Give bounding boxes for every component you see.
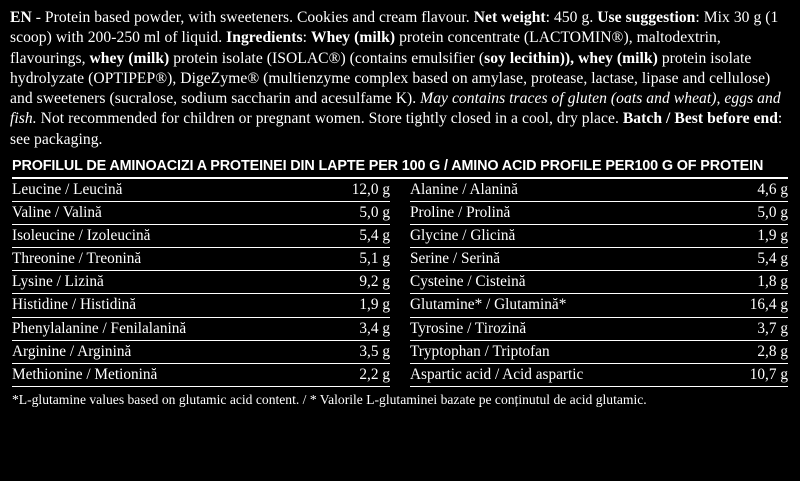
description-segment: Net weight [473, 9, 546, 26]
amino-acid-name: Histidine / Histidină [12, 296, 137, 314]
description-segment: protein isolate (ISOLAC®) (contains emulsifier ( [169, 49, 485, 67]
description-segment: : Mix 30 g (1 scoop) with 200-250 ml of liquid. [10, 9, 779, 47]
product-description [10, 8, 790, 150]
description-segment: protein isolate hydrolyzate (OPTIPEP®), DigeZyme® (multienzyme complex based on amylase, protease, lactase, lipase and cellulose) and sweeteners (sucralose, sodium saccharin and acesulfame K). [10, 49, 771, 108]
amino-acid-value: 10,7 g [749, 365, 788, 383]
amino-acid-value: 12,0 g [351, 180, 390, 198]
amino-acid-value: 3,4 g [359, 319, 390, 337]
amino-acid-name: Methionine / Metionină [12, 365, 158, 383]
description-segment: Whey (milk) [310, 29, 396, 47]
description-segment: May contains traces of gluten (oats and wheat), eggs and fish. [10, 90, 781, 128]
amino-acid-row [410, 341, 788, 364]
amino-acid-row [410, 318, 788, 341]
amino-acid-column-right [400, 179, 788, 387]
description-segment: . [589, 9, 598, 26]
amino-acid-name: Valine / Valină [12, 203, 102, 221]
amino-acid-row [410, 248, 788, 271]
amino-acid-name: Alanine / Alanină [410, 180, 518, 198]
description-segment: : 450 g [545, 9, 590, 26]
amino-acid-row [410, 294, 788, 317]
amino-acid-value: 16,4 g [749, 296, 788, 314]
amino-acid-row [12, 248, 390, 271]
amino-acid-value: 1,9 g [757, 227, 788, 245]
amino-acid-name: Isoleucine / Izoleucină [12, 227, 151, 245]
amino-acid-value: 5,0 g [359, 203, 390, 221]
description-segment: Ingredients [226, 29, 303, 47]
amino-acid-name: Leucine / Leucină [12, 180, 123, 198]
amino-acid-row [12, 294, 390, 317]
amino-acid-name: Cysteine / Cisteină [410, 273, 526, 291]
amino-acid-name: Lysine / Lizină [12, 273, 104, 291]
amino-acid-name: Tryptophan / Triptofan [410, 342, 550, 360]
amino-acid-value: 3,5 g [359, 342, 390, 360]
amino-acid-name: Glycine / Glicină [410, 227, 516, 245]
amino-acid-name: Arginine / Arginină [12, 342, 132, 360]
description-segment: soy lecithin)), whey (milk) [484, 49, 658, 67]
amino-acid-row [410, 364, 788, 387]
amino-acid-row [12, 271, 390, 294]
description-segment: whey (milk) [89, 49, 170, 67]
amino-acid-name: Phenylalanine / Fenilalanină [12, 319, 187, 337]
amino-acid-name: Threonine / Treonină [12, 250, 142, 268]
amino-acid-name: Proline / Prolină [410, 203, 511, 221]
amino-acid-value: 5,4 g [757, 250, 788, 268]
amino-acid-row [12, 318, 390, 341]
amino-acid-column-left [12, 179, 400, 387]
amino-acid-value: 2,2 g [359, 365, 390, 383]
description-segment: - Protein based powder, with sweeteners. Cookies and cream flavour. [31, 9, 474, 26]
description-segment: Use suggestion [597, 9, 696, 26]
amino-acid-row [410, 202, 788, 225]
amino-acid-row [410, 225, 788, 248]
description-segment: : see packaging. [10, 110, 783, 148]
amino-acid-profile-title: PROFILUL DE AMINOACIZI A PROTEINEI DIN LAPTE PER 100 G / AMINO ACID PROFILE PER100 G OF PROTEIN [12, 157, 764, 174]
amino-acid-value: 1,9 g [359, 296, 390, 314]
amino-acid-value: 2,8 g [757, 342, 788, 360]
description-segment: Batch / Best before end [622, 110, 778, 128]
amino-acid-value: 5,1 g [359, 250, 390, 268]
amino-acid-name: Tyrosine / Tirozină [410, 319, 527, 337]
amino-acid-value: 3,7 g [757, 319, 788, 337]
amino-acid-table [12, 179, 788, 387]
amino-acid-name: Serine / Serină [410, 250, 501, 268]
amino-acid-value: 5,4 g [359, 227, 390, 245]
description-segment: : [302, 29, 311, 47]
amino-acid-row [12, 364, 390, 387]
amino-acid-value: 5,0 g [757, 203, 788, 221]
amino-acid-row [410, 179, 788, 202]
description-segment: protein concentrate (LACTOMIN®), maltodextrin, flavourings, [10, 29, 721, 67]
amino-acid-row [12, 179, 390, 202]
amino-acid-value: 4,6 g [757, 180, 788, 198]
amino-acid-row [12, 202, 390, 225]
amino-acid-name: Aspartic acid / Acid aspartic [410, 365, 584, 383]
amino-acid-row [12, 225, 390, 248]
amino-acid-row [12, 341, 390, 364]
description-segment: Not recommended for children or pregnant women. Store tightly closed in a cool, dry place. [36, 110, 623, 128]
glutamine-footnote: *L-glutamine values based on glutamic acid content. / * Valorile L-glutaminei bazate pe conținutul de acid glutamic. [12, 391, 647, 407]
amino-acid-row [410, 271, 788, 294]
amino-acid-value: 1,8 g [757, 273, 788, 291]
amino-acid-name: Glutamine* / Glutamină* [410, 296, 567, 314]
amino-acid-value: 9,2 g [359, 273, 390, 291]
description-segment: EN [10, 9, 32, 26]
